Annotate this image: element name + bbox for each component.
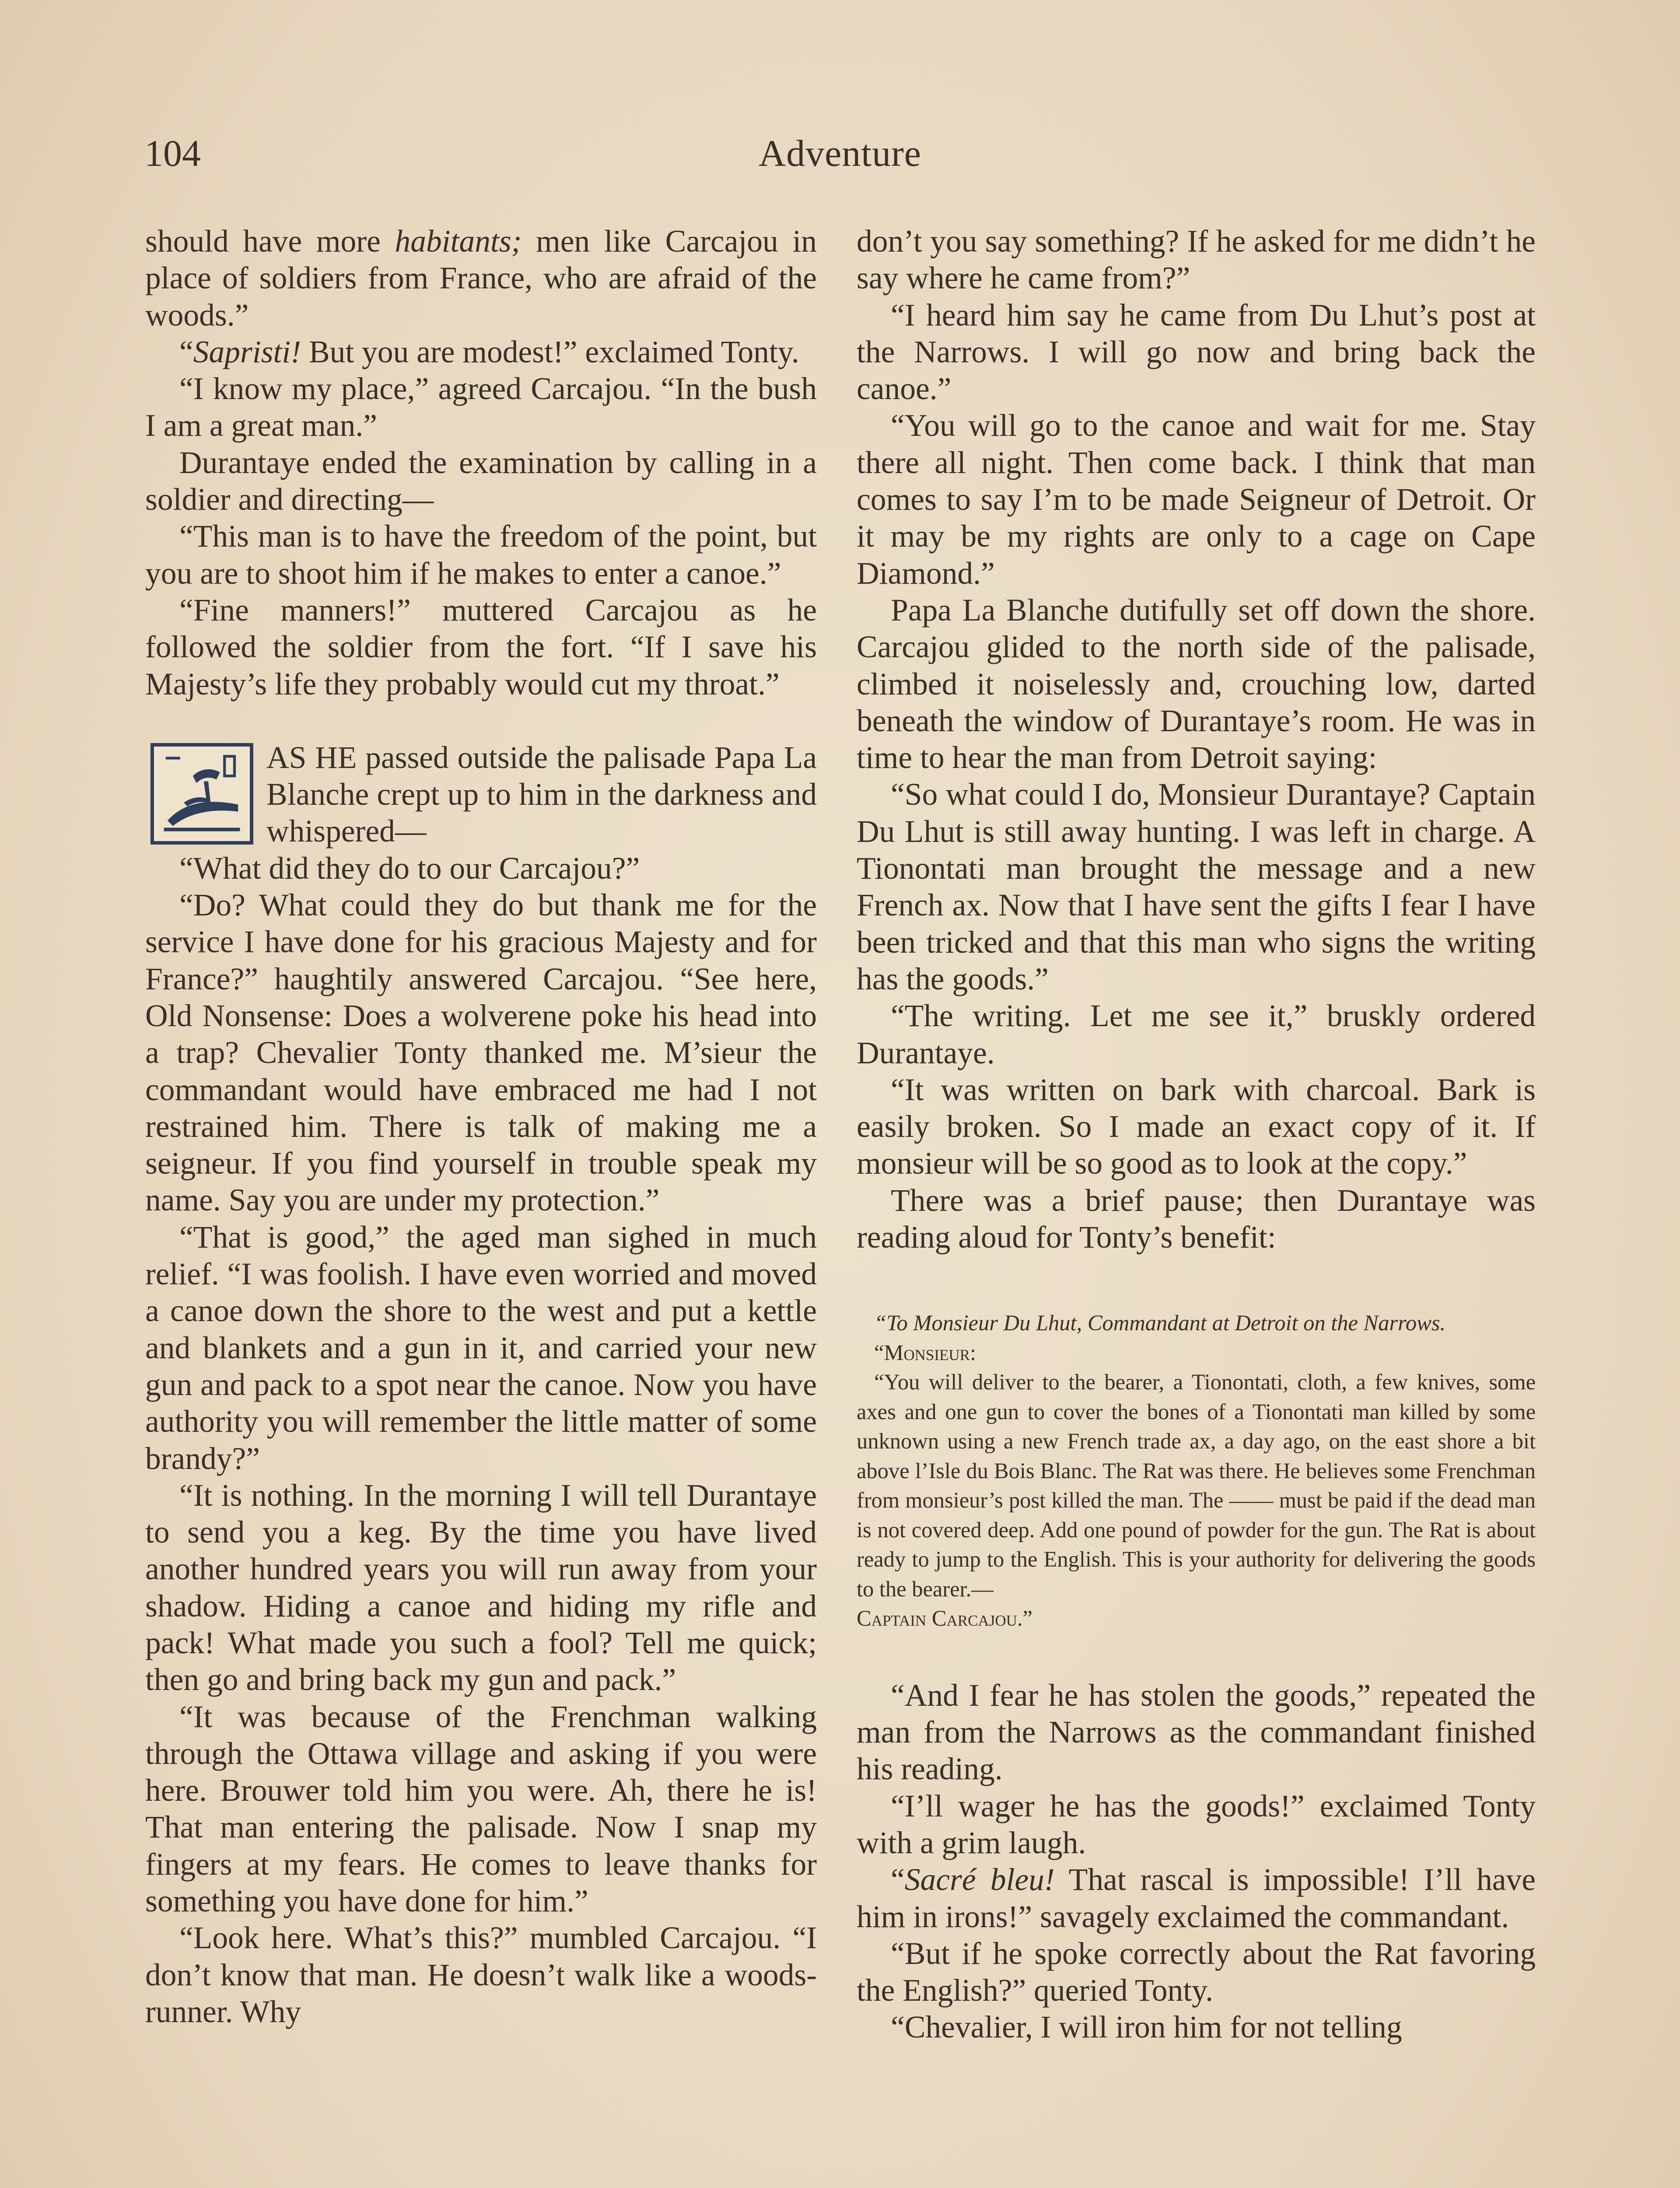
paragraph: “I know my place,” agreed Carcajou. “In the bush I am a great man.”	[145, 372, 817, 443]
quoted-letter	[857, 1308, 1536, 1634]
left-column	[145, 223, 817, 2030]
paragraph: “I’ll wager he has the goods!” exclaimed Tonty with a grim laugh.	[857, 1788, 1536, 1860]
page-number: 104	[144, 132, 201, 174]
paragraph: “Chevalier, I will iron him for not telling	[891, 2010, 1402, 2045]
running-title: Adventure	[759, 132, 921, 174]
right-column	[857, 223, 1536, 2046]
paragraph: “Sacré bleu! That rascal is impossible! I’ll have him in irons!” savagely exclaimed the commandant.	[857, 1862, 1536, 1934]
paragraph: “That is good,” the aged man sighed in much relief. “I was foolish. I have even worried and moved a canoe down the shore to the west and put a kettle and blankets and a gun in it, and carried your new gun and pack to a spot near the canoe. Now you have authority you will remember the little matter of some brandy?”	[145, 1220, 817, 1476]
decorative-initial-icon	[150, 743, 253, 845]
paragraph: “Do? What could they do but thank me for the service I have done for his gracious Majesty and for France?” haughtily answered Carcajou. “See here, Old Nonsense: Does a wolverene poke his head into a trap? Chevalier Tonty thanked me. M’sieur the commandant would have embraced me had I not restrained him. There is talk of making me a seigneur. If you find yourself in trouble speak my name. Say you are under my protection.”	[145, 888, 817, 1218]
letter-signature: Captain Carcajou.”	[857, 1606, 1032, 1631]
letter-address: “To Monsieur Du Lhut, Commandant at Detroit on the Narrows.	[874, 1311, 1446, 1336]
letter-body: “You will deliver to the bearer, a Tionontati, cloth, a few knives, some axes and one gun to cover the bones of a Tionontati man killed by some unknown using a new French trade ax, a day ago, on the east shore a bit above l’Isle du Bois Blanc. The Rat was there. He believes some Frenchman from monsieur’s post killed the man. The —— must be paid if the dead man is not covered deep. Add one pound of powder for the gun. The Rat is about ready to jump to the English. This is your authority for delivering the goods to the bearer.—	[857, 1370, 1536, 1601]
paragraph: Durantaye ended the examination by calling in a soldier and directing—	[145, 445, 817, 517]
paragraph: don’t you say something? If he asked for me didn’t he say where he came from?”	[857, 224, 1536, 296]
page-header	[144, 131, 1536, 184]
paragraph: “It was written on bark with charcoal. Bark is easily broken. So I made an exact copy of it. If monsieur will be so good as to look at the copy.”	[857, 1072, 1536, 1181]
paragraph: “The writing. Let me see it,” bruskly ordered Durantaye.	[857, 999, 1536, 1070]
letter-salutation: “Monsieur:	[874, 1340, 976, 1365]
paragraph: There was a brief pause; then Durantaye was reading aloud for Tonty’s benefit:	[857, 1183, 1536, 1255]
paragraph: “But if he spoke correctly about the Rat favoring the English?” queried Tonty.	[857, 1936, 1536, 2008]
paragraph: “It is nothing. In the morning I will tell Durantaye to send you a keg. By the time you have lived another hundred years you will run away from your shadow. Hiding a canoe and hiding my rifle and pack! What made you such a fool? Tell me quick; then go and bring back my gun and pack.”	[145, 1478, 817, 1697]
paragraph: “Look here. What’s this?” mumbled Carcajou. “I don’t know that man. He doesn’t walk like a woods-runner. Why	[145, 1921, 817, 2029]
paragraph: “This man is to have the freedom of the point, but you are to shoot him if he makes to enter a canoe.”	[145, 519, 817, 591]
paragraph: “Fine manners!” muttered Carcajou as he followed the soldier from the fort. “If I save his Majesty’s life they probably would cut my throat.”	[145, 593, 817, 701]
paragraph: should have more habitants; men like Carcajou in place of soldiers from France, who are afraid of the woods.”	[145, 224, 817, 333]
paragraph: “What did they do to our Carcajou?”	[179, 851, 640, 886]
paragraph: “Sapristi! But you are modest!” exclaimed Tonty.	[179, 334, 799, 369]
paragraph: Papa La Blanche dutifully set off down the shore. Carcajou glided to the north side of the palisade, climbed it noiselessly and, crouching low, darted beneath the window of Durantaye’s room. He was in time to hear the man from Detroit saying:	[857, 593, 1536, 775]
paragraph: “So what could I do, Monsieur Durantaye? Captain Du Lhut is still away hunting. I was left in charge. A Tionontati man brought the message and a new French ax. Now that I have sent the gifts I fear I have been tricked and that this man who signs the writing has the goods.”	[857, 777, 1536, 996]
paragraph: “It was because of the Frenchman walking through the Ottawa village and asking if you were here. Brouwer told him you were. Ah, there he is! That man entering the palisade. Now I snap my fingers at my fears. He comes to leave thanks for something you have done for him.”	[145, 1699, 817, 1919]
paragraph: “And I fear he has stolen the goods,” repeated the man from the Narrows as the commandant finished his reading.	[857, 1678, 1536, 1787]
paragraph: “You will go to the canoe and wait for me. Stay there all night. Then come back. I think that man comes to say I’m to be made Seigneur of Detroit. Or it may be my rights are only to a cage on Cape Diamond.”	[857, 408, 1536, 591]
section-opening-paragraph: AS HE passed outside the palisade Papa La Blanche crept up to him in the darkness and whispered—	[145, 740, 817, 850]
paragraph: “I heard him say he came from Du Lhut’s post at the Narrows. I will go now and bring back the canoe.”	[857, 298, 1536, 407]
